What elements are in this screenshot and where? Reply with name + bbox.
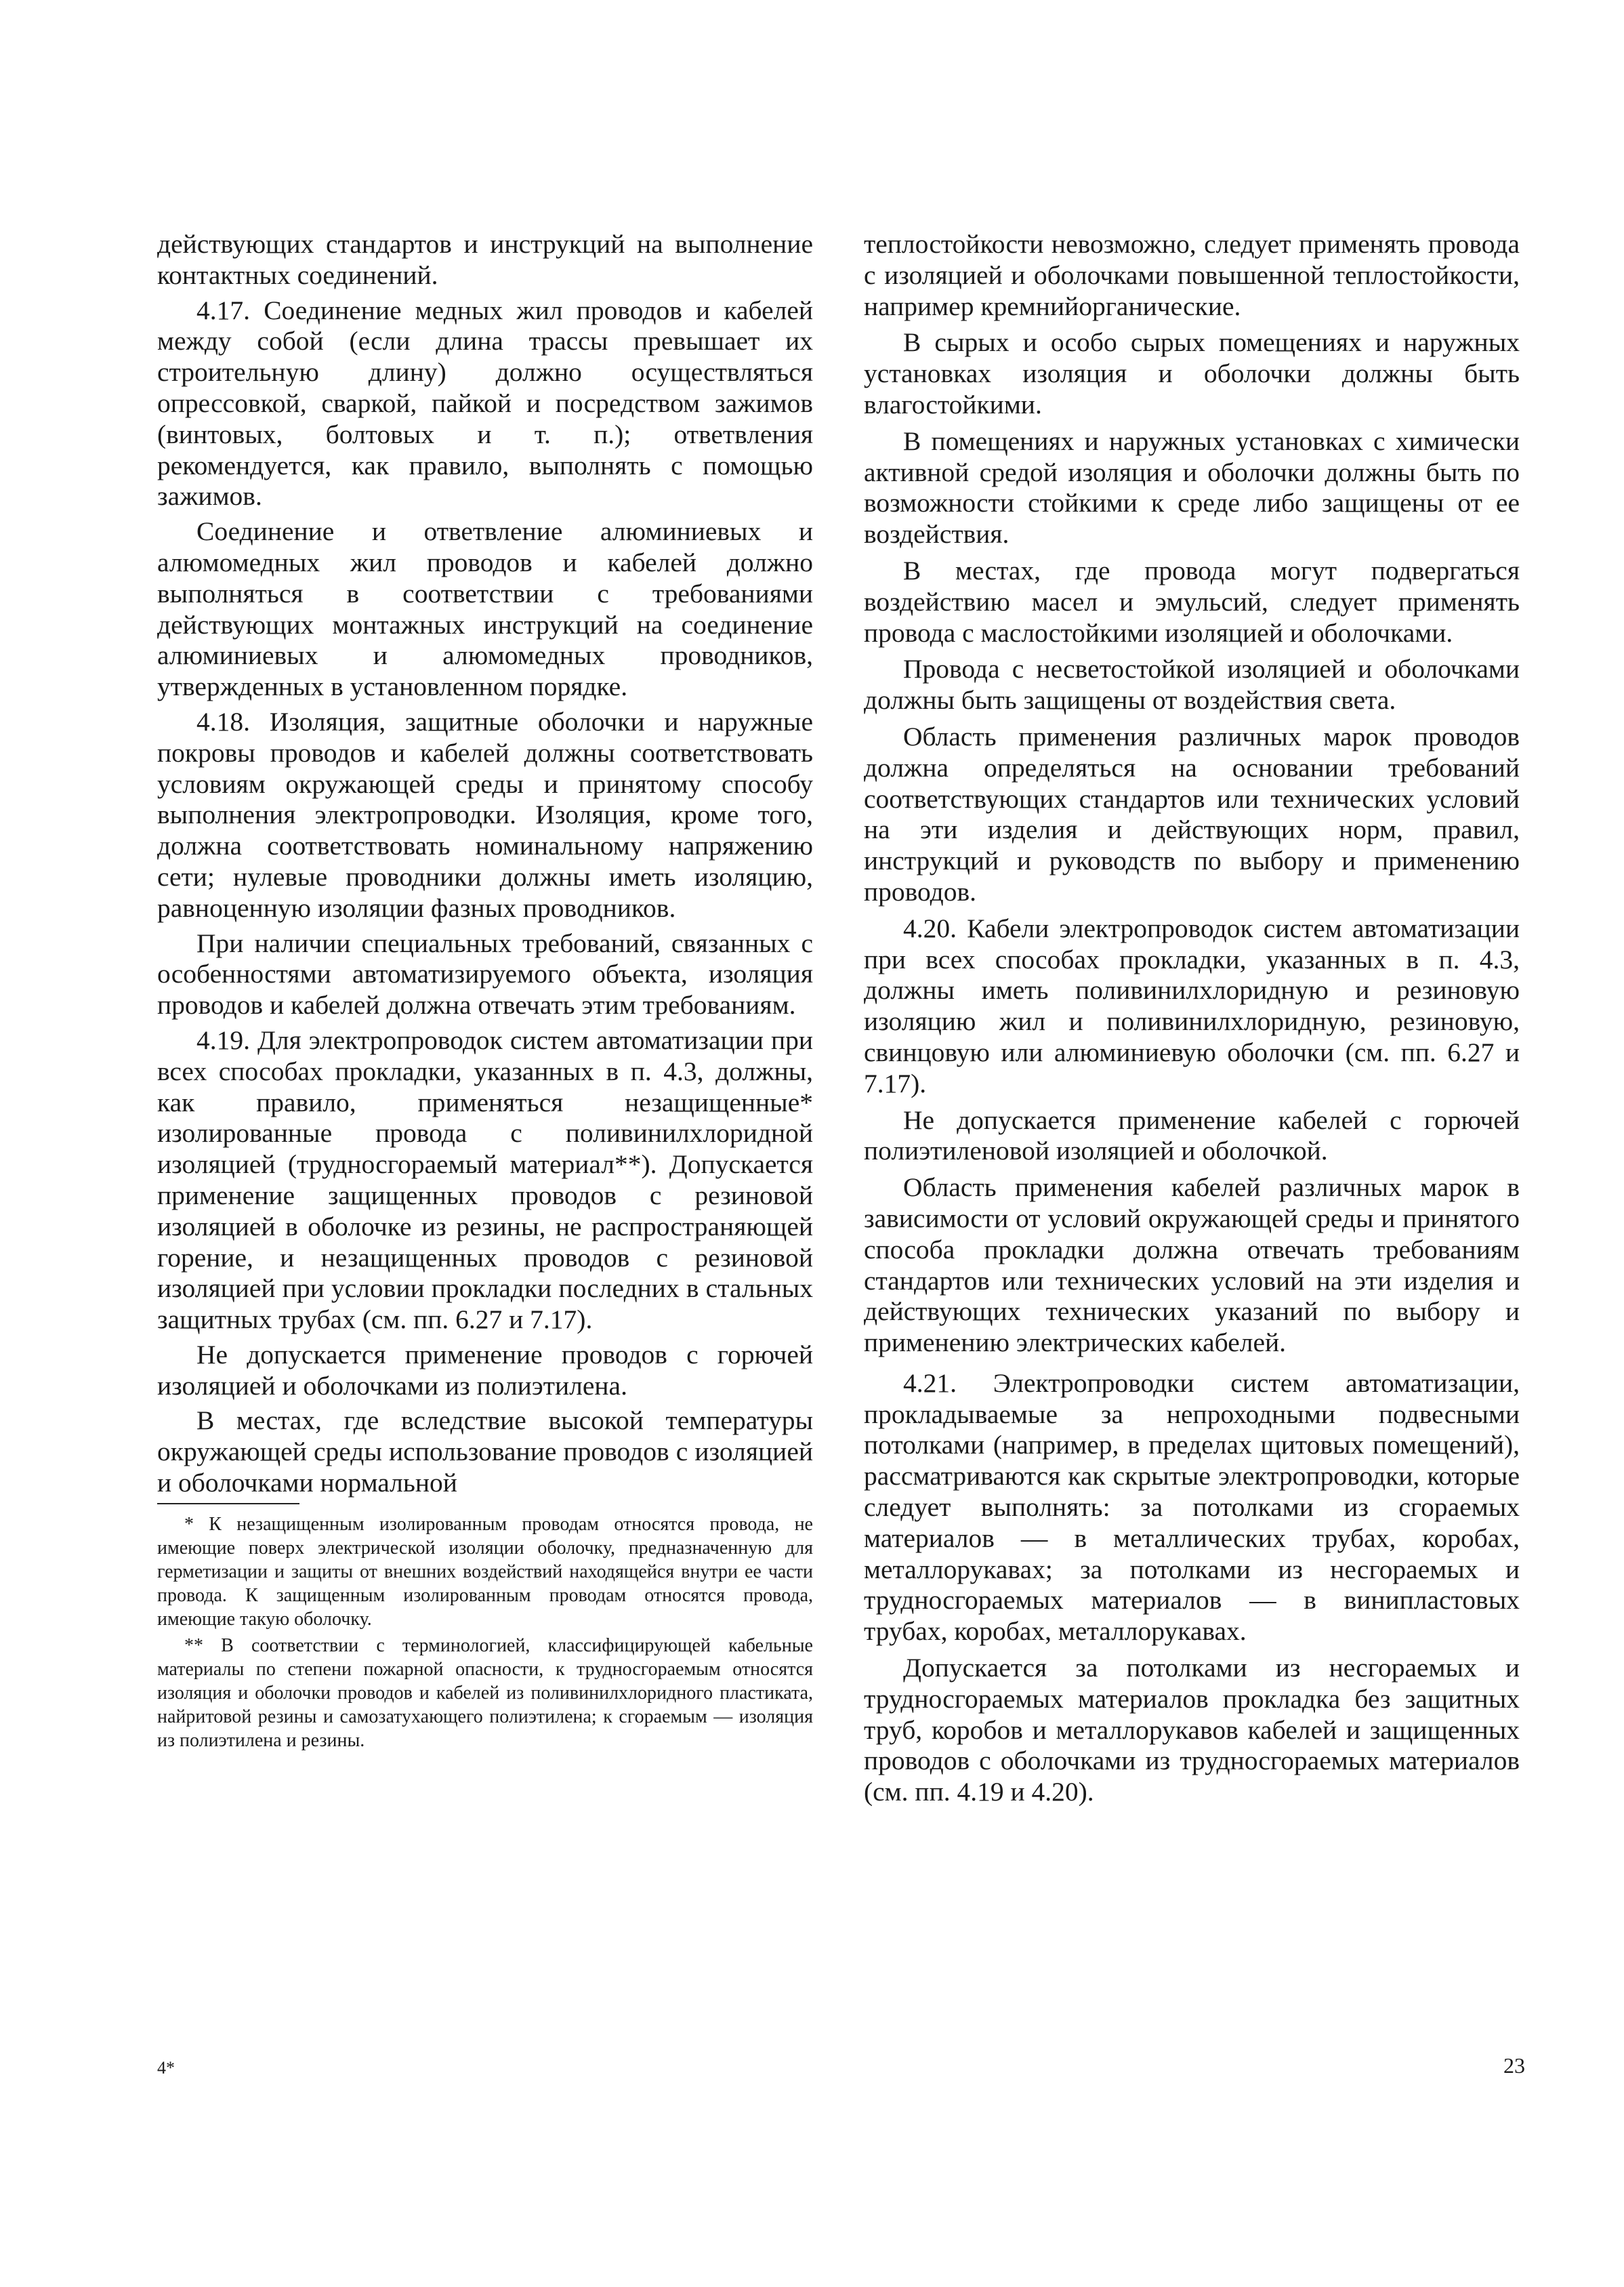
paragraph-damp-rooms: В сырых и особо сырых помещениях и наружных установках изоляция и оболочки должны быть влагостойкими. — [864, 327, 1520, 419]
paragraph-wire-grades: Область применения различных марок проводов должна определяться на основании требований соответствующих стандартов или технических условий на эти изделия и действующих норм, правил, инструкций и руководств по выбору и применению проводов. — [864, 721, 1520, 907]
paragraph-polyethylene-prohibited: Не допускается применение проводов с горючей изоляцией и оболочками из полиэтилена. — [157, 1339, 813, 1401]
paragraph-aluminium-joints: Соединение и ответвление алюминиевых и алюмомедных жил проводов и кабелей должно выполняться в соответствии с требованиями действующих монтажных инструкций на соединение алюминиевых и алюмомедных проводников, утвержденных в установленном порядке. — [157, 516, 813, 702]
paragraph-high-temperature: В местах, где вследствие высокой температуры окружающей среды использование проводов с изоляцией и оболочками нормальной — [157, 1405, 813, 1498]
page-number: 23 — [1503, 2053, 1525, 2078]
paragraph-4-20-cables: 4.20. Кабели электропроводок систем автоматизации при всех способах прокладки, указанных в п. 4.3, должны иметь поливинилхлоридную и резиновую изоляцию жил и поливинилхлоридную, резиновую, свинцовую или алюминиевую оболочки (см. пп. 6.27 и 7.17). — [864, 913, 1520, 1098]
paragraph-light-protection: Провода с несветостойкой изоляцией и оболочками должны быть защищены от воздействия света. — [864, 654, 1520, 716]
right-column — [864, 229, 1520, 1813]
footnote-fire-classification: ** В соответствии с терминологией, классифицирующей кабельные материалы по степени пожарной опасности, к трудносгораемым относятся изоляция и оболочки проводов и кабелей из поливинилхлоридного пластиката, найритовой резины и самозатухающего полиэтилена; к сгораемым — изоляция из полиэтилена и резины. — [157, 1634, 813, 1751]
footnote-unprotected-wires: * К незащищенным изолированным проводам относятся провода, не имеющие поверх электрической изоляции оболочку, предназначенную для герметизации и защиты от внешних воздействий находящейся внутри ее части провода. К защищенным изолированным проводам относятся провода, имеющие такую оболочку. — [157, 1513, 813, 1630]
paragraph-chemical-environment: В помещениях и наружных установках с химически активной средой изоляция и оболочки должны быть по возможности стойкими к среде либо защищены от ее воздействия. — [864, 426, 1520, 550]
paragraph-cable-grades: Область применения кабелей различных марок в зависимости от условий окружающей среды и принятого способа прокладки должна отвечать требованиям стандартов или технических условий на эти изделия и действующих технических указаний по выбору и применению электрических кабелей. — [864, 1172, 1520, 1358]
paragraph-special-requirements: При наличии специальных требований, связанных с особенностями автоматизируемого объекта, изоляция проводов и кабелей должна отвечать этим требованиям. — [157, 928, 813, 1021]
paragraph-4-17-copper-joints: 4.17. Соединение медных жил проводов и кабелей между собой (если длина трассы превышает их строительную длину) должно осуществляться опрессовкой, сваркой, пайкой и посредством зажимов (винтовых, болтовых и т. п.); ответвления рекомендуется, как правило, выполнять с помощью зажимов. — [157, 295, 813, 512]
footnote-divider — [157, 1503, 299, 1504]
paragraph-4-21-suspended-ceilings: 4.21. Электропроводки систем автоматизации, прокладываемые за непроходными подвесными потолками (например, в пределах щитовых помещений), рассматриваются как скрытые электропроводки, которые следует выполнять: за потолками из сгораемых материалов — в металлических трубах, коробах, металлорукавах; за потолками из несгораемых и трудносгораемых материалов — в винипластовых трубах, коробах, металлорукавах. — [864, 1367, 1520, 1647]
left-column — [157, 229, 813, 1755]
paragraph-continuation-heat-resistance: теплостойкости невозможно, следует применять провода с изоляцией и оболочками повышенной теплостойкости, например кремнийорганические. — [864, 229, 1520, 321]
signature-mark: 4* — [157, 2058, 175, 2078]
paragraph-oil-emulsion: В местах, где провода могут подвергаться воздействию масел и эмульсий, следует применять провода с маслостойкими изоляцией и оболочками. — [864, 555, 1520, 648]
paragraph-4-18-insulation: 4.18. Изоляция, защитные оболочки и наружные покровы проводов и кабелей должны соответствовать условиям окружающей среды и принятому способу выполнения электропроводки. Изоляция, кроме того, должна соответствовать номинальному напряжению сети; нулевые проводники должны иметь изоляцию, равноценную изоляции фазных проводников. — [157, 706, 813, 923]
paragraph-continuation-contact-joints: действующих стандартов и инструкций на выполнение контактных соединений. — [157, 229, 813, 290]
paragraph-4-19-wiring-types: 4.19. Для электропроводок систем автоматизации при всех способах прокладки, указанных в п. 4.3, должны, как правило, применяться незащищенные* изолированные провода с поливинилхлоридной изоляцией (трудносгораемый материал**). Допускается применение защищенных проводов с резиновой изоляцией в оболочке из резины, не распространяющей горение, и незащищенных проводов с резиновой изоляцией при условии прокладки последних в стальных защитных трубах (см. пп. 6.27 и 7.17). — [157, 1025, 813, 1335]
paragraph-ceiling-exceptions: Допускается за потолками из несгораемых и трудносгораемых материалов прокладка без защитных труб, коробов и металлорукавов кабелей и защищенных проводов с оболочками из трудносгораемых материалов (см. пп. 4.19 и 4.20). — [864, 1653, 1520, 1807]
paragraph-cable-polyethylene-prohibited: Не допускается применение кабелей с горючей полиэтиленовой изоляцией и оболочкой. — [864, 1105, 1520, 1166]
